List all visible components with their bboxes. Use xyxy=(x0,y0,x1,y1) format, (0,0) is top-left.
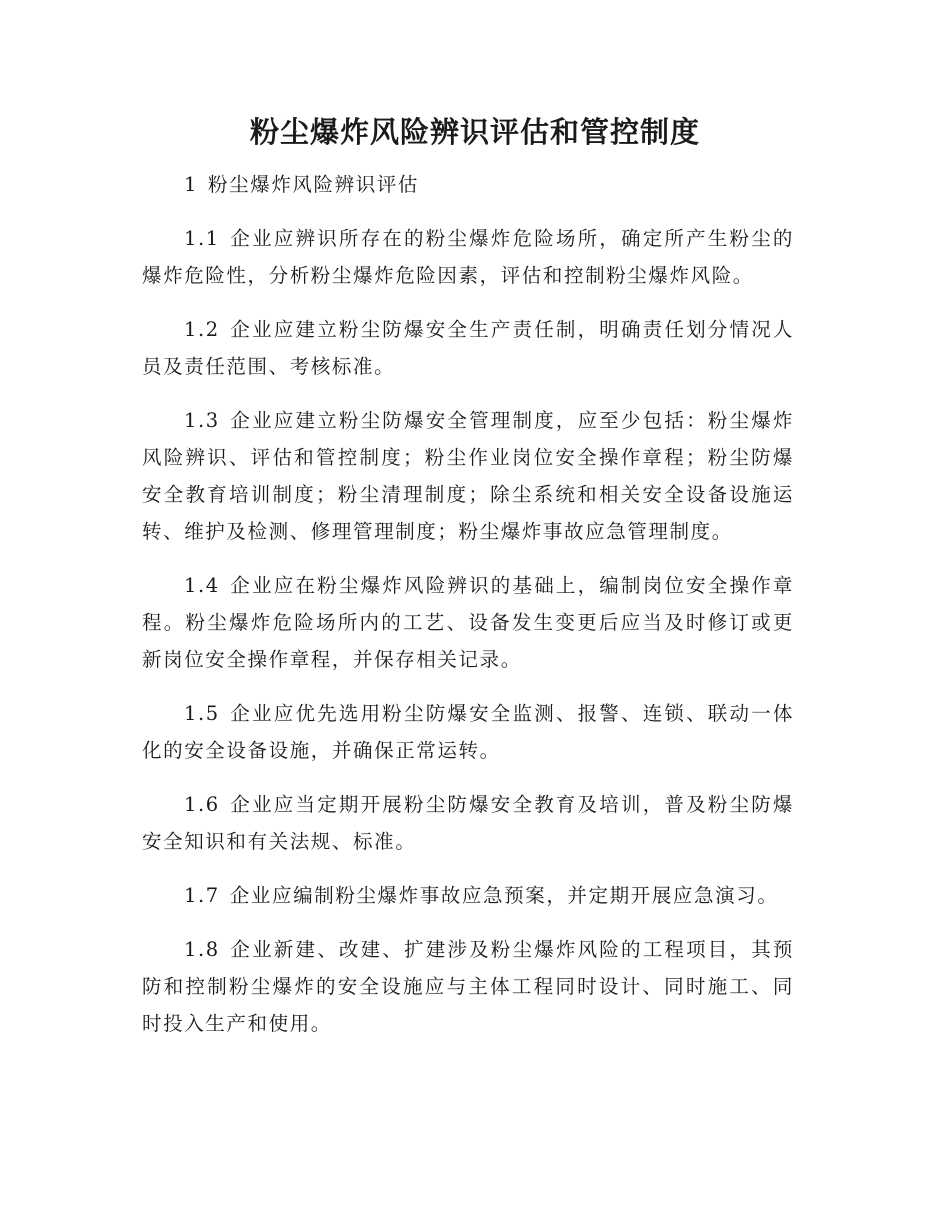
clause-number: 1.3 xyxy=(184,409,220,432)
clause-number: 1.6 xyxy=(184,793,220,816)
section-number: 1 xyxy=(184,173,199,196)
clause-number: 1.1 xyxy=(184,227,220,250)
clause-1-8 xyxy=(142,931,794,1042)
clause-text: 企业应建立粉尘防爆安全管理制度，应至少包括：粉尘爆炸风险辨识、评估和管控制度；粉尘作业岗位安全操作章程；粉尘防爆安全教育培训制度；粉尘清理制度；除尘系统和相关安全设备设施运转、维护及检测、修理管理制度；粉尘爆炸事故应急管理制度。 xyxy=(142,409,794,543)
clause-number: 1.7 xyxy=(184,884,220,907)
clause-1-5 xyxy=(142,695,794,769)
section-heading-text: 粉尘爆炸风险辨识评估 xyxy=(208,173,420,196)
clause-number: 1.2 xyxy=(184,318,220,341)
clause-text: 企业应当定期开展粉尘防爆安全教育及培训，普及粉尘防爆安全知识和有关法规、标准。 xyxy=(142,793,794,853)
clause-1-1 xyxy=(142,220,794,294)
clause-1-4 xyxy=(142,567,794,678)
clause-1-2 xyxy=(142,311,794,385)
document-title: 粉尘爆炸风险辨识评估和管控制度 xyxy=(249,115,700,149)
clause-text: 企业应优先选用粉尘防爆安全监测、报警、连锁、联动一体化的安全设备设施，并确保正常运转。 xyxy=(142,702,794,762)
clause-text: 企业应在粉尘爆炸风险辨识的基础上，编制岗位安全操作章程。粉尘爆炸危险场所内的工艺、设备发生变更后应当及时修订或更新岗位安全操作章程，并保存相关记录。 xyxy=(142,574,794,671)
clause-text: 企业应建立粉尘防爆安全生产责任制，明确责任划分情况人员及责任范围、考核标准。 xyxy=(142,318,794,378)
clause-1-3 xyxy=(142,402,794,550)
document-body xyxy=(142,166,794,1059)
clause-text: 企业应编制粉尘爆炸事故应急预案，并定期开展应急演习。 xyxy=(229,884,779,907)
clause-text: 企业新建、改建、扩建涉及粉尘爆炸风险的工程项目，其预防和控制粉尘爆炸的安全设施应与主体工程同时设计、同时施工、同时投入生产和使用。 xyxy=(142,938,794,1035)
clause-1-6 xyxy=(142,786,794,860)
section-heading xyxy=(142,166,794,203)
clause-number: 1.4 xyxy=(184,574,220,597)
clause-1-7 xyxy=(142,877,794,914)
clause-text: 企业应辨识所存在的粉尘爆炸危险场所，确定所产生粉尘的爆炸危险性，分析粉尘爆炸危险因素，评估和控制粉尘爆炸风险。 xyxy=(142,227,794,287)
clause-number: 1.5 xyxy=(184,702,220,725)
clause-number: 1.8 xyxy=(184,938,220,961)
